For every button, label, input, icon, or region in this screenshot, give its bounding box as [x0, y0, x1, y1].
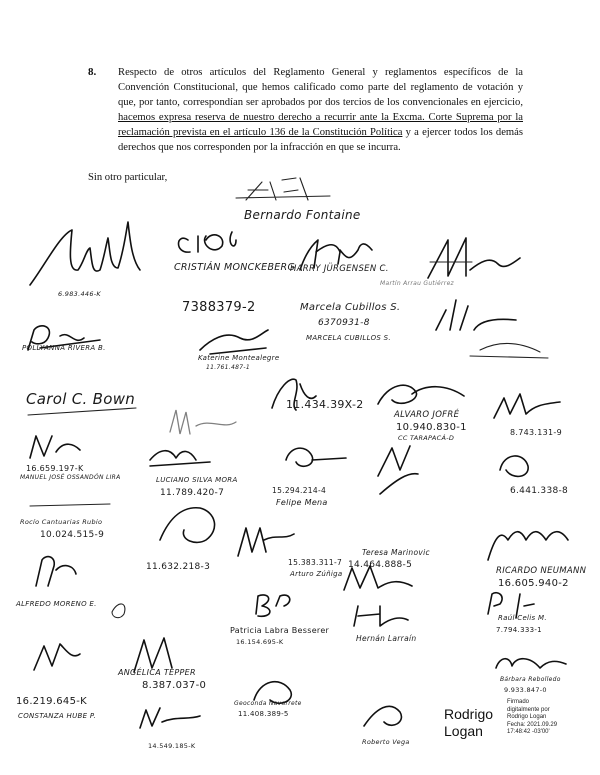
signature-label: 14.464.888-5 — [348, 560, 413, 570]
digital-signature-info — [507, 699, 557, 737]
signature-label: 8.387.037-0 — [142, 680, 207, 691]
signature-label: Martín Arrau Gutiérrez — [380, 280, 455, 287]
signature-label: CONSTANZA HUBE P. — [18, 712, 96, 720]
paragraph-text-2: y a ejercer todos los demás derechos que nos corresponden por la infracción en que se incurra. — [118, 127, 523, 154]
signature-label: 16.154.695-K — [236, 638, 284, 646]
signature-label: RICARDO NEUMANN — [496, 566, 587, 576]
signature-label: 11.408.389-5 — [238, 710, 289, 718]
signature-label: ANGÉLICA TEPPER — [118, 668, 196, 677]
signature-label: Bárbara Rebolledo — [500, 676, 561, 683]
digital-signature-info-line: Firmado — [507, 699, 530, 705]
signature-label: Geoconda Navarrete — [234, 700, 302, 707]
signature-label: Teresa Marinovic — [362, 548, 430, 557]
digital-signature-name-line: Logan — [444, 723, 483, 739]
signature-label: 11.789.420-7 — [160, 488, 225, 498]
signature-label: 8.743.131-9 — [510, 428, 562, 437]
signature-label: 16.219.645-K — [16, 696, 88, 707]
signature-label: Arturo Zúñiga — [290, 570, 343, 578]
signature-label: HARRY JÜRGENSEN C. — [290, 264, 389, 274]
signature-label: CRISTIÁN MONCKEBERG — [174, 262, 296, 273]
signature-label: 15.383.311-7 — [288, 558, 343, 567]
digital-signature-name — [444, 706, 493, 740]
signature-label: 9.933.847-0 — [504, 686, 547, 694]
signature-label: 16.605.940-2 — [498, 578, 569, 589]
signature-label: 10.024.515-9 — [40, 530, 105, 540]
signature-label: ALFREDO MORENO E. — [16, 600, 97, 608]
signature-label: MARCELA CUBILLOS S. — [306, 334, 391, 342]
paragraph-underlined-text: hacemos expresa reserva de nuestro derecho a recurrir ante la Excma. Corte Suprema por la reclamación prevista en el artículo 136 de la Constitución Política — [118, 112, 523, 139]
digital-signature-info-line: 17:48:42 -03'00' — [507, 729, 550, 736]
signature-label: Hernán Larraín — [356, 634, 417, 643]
signature-label: 15.294.214-4 — [272, 486, 327, 495]
paragraph-text-1: Respecto de otros artículos del Reglamento General y reglamentos específicos de la Convención Constitucional, que hemos calificado como parte del reglamento de votación y que, por tanto, correspondían ser aprobados por dos tercios de los convencionales en ejercicio, — [118, 67, 523, 109]
item-number: 8. — [88, 66, 97, 78]
signature-label: Bernardo Fontaine — [244, 208, 361, 222]
signature-label: 7.794.333-1 — [496, 626, 542, 634]
signature-label: Marcela Cubillos S. — [300, 302, 401, 313]
signature-label: 11.761.487-1 — [206, 364, 250, 371]
signature-label: 10.940.830-1 — [396, 422, 467, 433]
digital-signature-info-line: Rodrigo Logan — [507, 714, 547, 721]
signature-label: Raúl Celis M. — [498, 614, 547, 622]
signature-label: ALVARO JOFRÉ — [394, 410, 460, 420]
signature-label: CC TARAPACÁ-D — [398, 434, 455, 442]
signature-label: 11.434.39X-2 — [286, 398, 364, 411]
signature-label: 7388379-2 — [182, 300, 256, 315]
digital-signature-name-line: Rodrigo — [444, 706, 494, 722]
signature-label: Patricia Labra Besserer — [230, 626, 330, 635]
signature-label: 6370931-8 — [318, 318, 370, 328]
signature-label: 16.659.197-K — [26, 464, 84, 473]
signature-label: LUCIANO SILVA MORA — [156, 476, 238, 484]
signature-label: 11.632.218-3 — [146, 562, 211, 572]
signature-label: Felipe Mena — [276, 498, 328, 507]
closing-text: Sin otro particular, — [88, 172, 168, 183]
signature-label: 14.549.185-K — [148, 742, 196, 750]
signature-label: Rocío Cantuarias Rubio — [20, 518, 103, 526]
signature-label: Carol C. Bown — [26, 390, 136, 408]
digital-signature-info-line: Fecha: 2021.09.29 — [507, 721, 558, 728]
signature-label: 6.983.446-K — [58, 290, 101, 298]
signature-label: POLLYANNA RIVERA B. — [22, 344, 106, 352]
signature-label: MANUEL JOSÉ OSSANDÓN LIRA — [20, 474, 121, 481]
digital-signature-info-line: digitalmente por — [507, 706, 550, 713]
signature-label: 6.441.338-8 — [510, 486, 569, 496]
signature-label: Katerine Montealegre — [198, 354, 280, 362]
signature-label: Roberto Vega — [362, 738, 410, 746]
